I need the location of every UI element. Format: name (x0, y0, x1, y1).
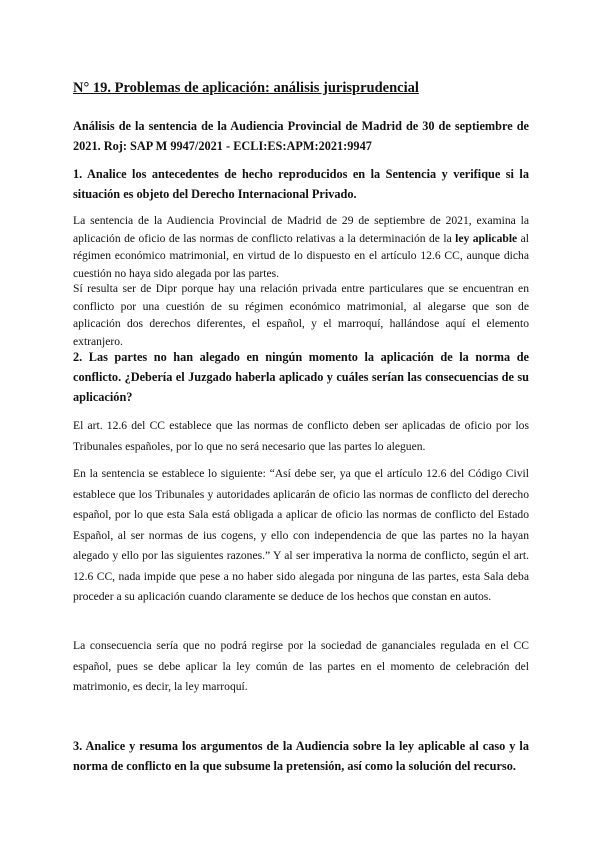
answer-1-paragraph-1 (73, 212, 529, 282)
answer-1-paragraph-2: Sí resulta ser de Dipr porque hay una relación privada entre particulares que se encuentran en conflicto por una cuestión de su régimen económico matrimonial, al alegarse que son de aplicación dos derechos diferentes, el español, y el marroquí, hallándose aquí el elemento extranjero. (73, 282, 529, 348)
sentence-reference: Análisis de la sentencia de la Audiencia Provincial de Madrid de 30 de septiembre de 2021. Roj: SAP M 9947/2021 - ECLI:ES:APM:2021:9947 (73, 119, 529, 153)
answer-1-text-start: La sentencia de la Audiencia Provincial de Madrid de 29 de septiembre de 2021, examina la aplicación de oficio de las normas de conflicto relativas a la determinación de la (73, 214, 529, 245)
question-3: 3. Analice y resuma los argumentos de la Audiencia sobre la ley aplicable al caso y la norma de conflicto en la que subsume la pretensión, así como la solución del recurso. (73, 739, 529, 773)
answer-2-paragraph-1: El art. 12.6 del CC establece que las normas de conflicto deben ser aplicadas de oficio por los Tribunales españoles, por lo que no será necesario que las partes lo aleguen. (73, 419, 529, 453)
answer-2-paragraph-3: La consecuencia sería que no podrá regirse por la sociedad de gananciales regulada en el CC español, pues se debe aplicar la ley común de las partes en el momento de celebración del matrimonio, es decir, la ley marroquí. (73, 639, 529, 693)
answer-1-bold-term: ley aplicable (455, 231, 518, 245)
answer-2-paragraph-2: En la sentencia se establece lo siguiente: “Así debe ser, ya que el artículo 12.6 del Código Civil establece que los Tribunales y autoridades aplicarán de oficio las normas de conflicto del derecho español, por lo que esta Sala está obligada a aplicar de oficio las normas de conflicto del Estado Español, al ser normas de ius cogens, y ello con independencia de que las partes no la hayan alegado y ello por las siguientes razones.” Y al ser imperativa la norma de conflicto, según el art. 12.6 CC, nada impide que pese a no haber sido alegada por ninguna de las partes, esta Sala deba proceder a su aplicación cuando claramente se deduce de los hechos que constan en autos. (73, 467, 529, 603)
answer-1-text-end: al régimen económico matrimonial, en virtud de lo dispuesto en el artículo 12.6 CC, aunque dicha cuestión no haya sido alegada por las partes. (73, 231, 529, 280)
question-1: 1. Analice los antecedentes de hecho reproducidos en la Sentencia y verifique si la situación es objeto del Derecho Internacional Privado. (73, 167, 529, 201)
question-2: 2. Las partes no han alegado en ningún momento la aplicación de la norma de conflicto. ¿Debería el Juzgado haberla aplicado y cuáles serían las consecuencias de su aplicación? (73, 350, 529, 404)
document-title: N° 19. Problemas de aplicación: análisis jurisprudencial (73, 80, 419, 96)
